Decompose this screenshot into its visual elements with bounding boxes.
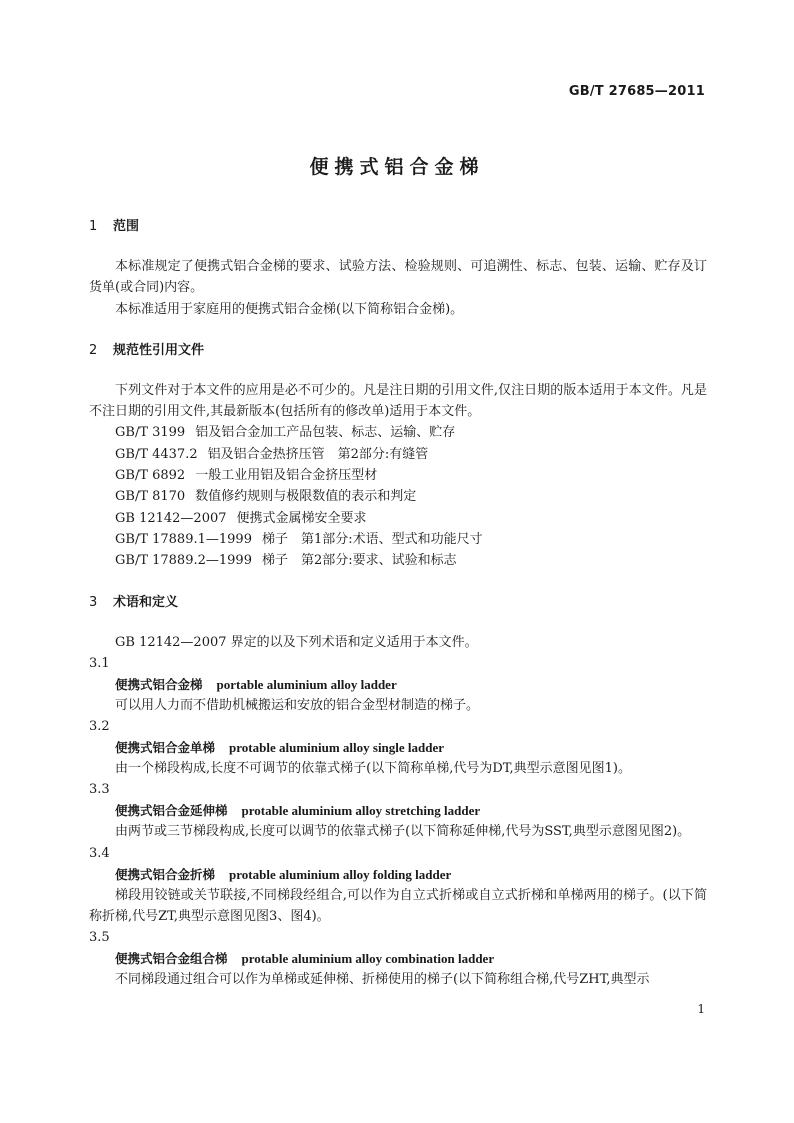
reference-title: 铝及铝合金热挤压管 第2部分:有缝管 — [207, 446, 429, 462]
term-en: protable aluminium alloy stretching ladder — [241, 803, 481, 819]
section-number: 1 — [89, 219, 98, 234]
reference-title: 梯子 第2部分:要求、试验和标志 — [261, 553, 457, 569]
section-heading-normative-references — [89, 340, 707, 362]
reference-item — [89, 529, 707, 550]
term-heading — [89, 864, 707, 885]
reference-code: GB/T 6892 — [115, 468, 186, 484]
term-heading — [89, 948, 707, 969]
section-number: 2 — [89, 342, 98, 358]
reference-code: GB/T 17889.2—1999 — [115, 553, 252, 569]
section-heading-scope — [89, 216, 707, 238]
reference-title: 便携式金属梯安全要求 — [236, 510, 367, 526]
term-definition: 由一个梯段构成,长度不可调节的依靠式梯子(以下简称单梯,代号为DT,典型示意图见图1)。 — [115, 761, 631, 777]
term-zh: 便携式铝合金单梯 — [115, 740, 216, 756]
reference-item — [89, 486, 707, 507]
section-title: 规范性引用文件 — [113, 342, 205, 358]
document-body — [89, 216, 707, 991]
term-definition: 梯段用铰链或关节联接,不同梯段经组合,可以作为自立式折梯或自立式折梯和单梯两用的梯子。(以下简称折梯,代号ZT,典型示意图见图3、图4)。 — [89, 887, 707, 925]
paragraph: GB 12142—2007 界定的以及下列术语和定义适用于本文件。 — [115, 634, 478, 650]
term-en: portable aluminium alloy ladder — [216, 676, 397, 692]
reference-item — [89, 550, 707, 571]
term-zh: 便携式铝合金组合梯 — [115, 951, 228, 967]
reference-code: GB 12142—2007 — [115, 510, 227, 526]
reference-code: GB/T 8170 — [115, 489, 186, 505]
term-heading — [89, 737, 707, 758]
term-en: protable aluminium alloy single ladder — [229, 740, 445, 756]
paragraph: 下列文件对于本文件的应用是必不可少的。凡是注日期的引用文件,仅注日期的版本适用于本文件。凡是不注日期的引用文件,其最新版本(包括所有的修改单)适用于本文件。 — [89, 382, 707, 420]
reference-item — [89, 465, 707, 486]
reference-code: GB/T 17889.1—1999 — [115, 531, 252, 547]
term-definition: 不同梯段通过组合可以作为单梯或延伸梯、折梯使用的梯子(以下简称组合梯,代号ZHT,典型示 — [115, 972, 650, 988]
term-definition: 由两节或三节梯段构成,长度可以调节的依靠式梯子(以下简称延伸梯,代号为SST,典型示意图见图2)。 — [115, 824, 691, 840]
term-zh: 便携式铝合金折梯 — [115, 866, 216, 882]
term-definition: 可以用人力而不借助机械搬运和安放的铝合金型材制造的梯子。 — [115, 697, 480, 713]
standard-code: GB/T 27685—2011 — [568, 84, 705, 99]
paragraph: 本标准规定了便携式铝合金梯的要求、试验方法、检验规则、可追溯性、标志、包装、运输、贮存及订货单(或合同)内容。 — [89, 259, 707, 296]
section-heading-terms-definitions — [89, 592, 707, 614]
term-heading — [89, 674, 707, 695]
term-zh: 便携式铝合金梯 — [115, 676, 203, 692]
reference-code: GB/T 4437.2 — [115, 446, 198, 462]
paragraph: 本标准适用于家庭用的便携式铝合金梯(以下简称铝合金梯)。 — [115, 301, 464, 317]
reference-title: 铝及铝合金加工产品包装、标志、运输、贮存 — [195, 425, 456, 441]
term-en: protable aluminium alloy combination ladder — [241, 951, 495, 967]
term-zh: 便携式铝合金延伸梯 — [115, 803, 228, 819]
section-number: 3 — [89, 594, 98, 610]
reference-item — [89, 508, 707, 529]
clause-number: 3.5 — [89, 930, 110, 946]
section-title: 范围 — [113, 219, 140, 234]
reference-item — [89, 422, 707, 443]
term-en: protable aluminium alloy folding ladder — [229, 866, 452, 882]
clause-number: 3.1 — [89, 655, 110, 671]
reference-title: 梯子 第1部分:术语、型式和功能尺寸 — [261, 531, 483, 547]
clause-number: 3.2 — [89, 719, 110, 735]
term-heading — [89, 800, 707, 821]
clause-number: 3.4 — [89, 845, 110, 861]
section-title: 术语和定义 — [113, 594, 179, 610]
page-number: 1 — [697, 1002, 705, 1016]
document-title: 便携式铝合金梯 — [309, 156, 485, 178]
clause-number: 3.3 — [89, 782, 110, 798]
reference-title: 数值修约规则与极限数值的表示和判定 — [195, 489, 417, 505]
reference-item — [89, 444, 707, 465]
reference-title: 一般工业用铝及铝合金挤压型材 — [195, 468, 378, 484]
reference-code: GB/T 3199 — [115, 425, 186, 441]
